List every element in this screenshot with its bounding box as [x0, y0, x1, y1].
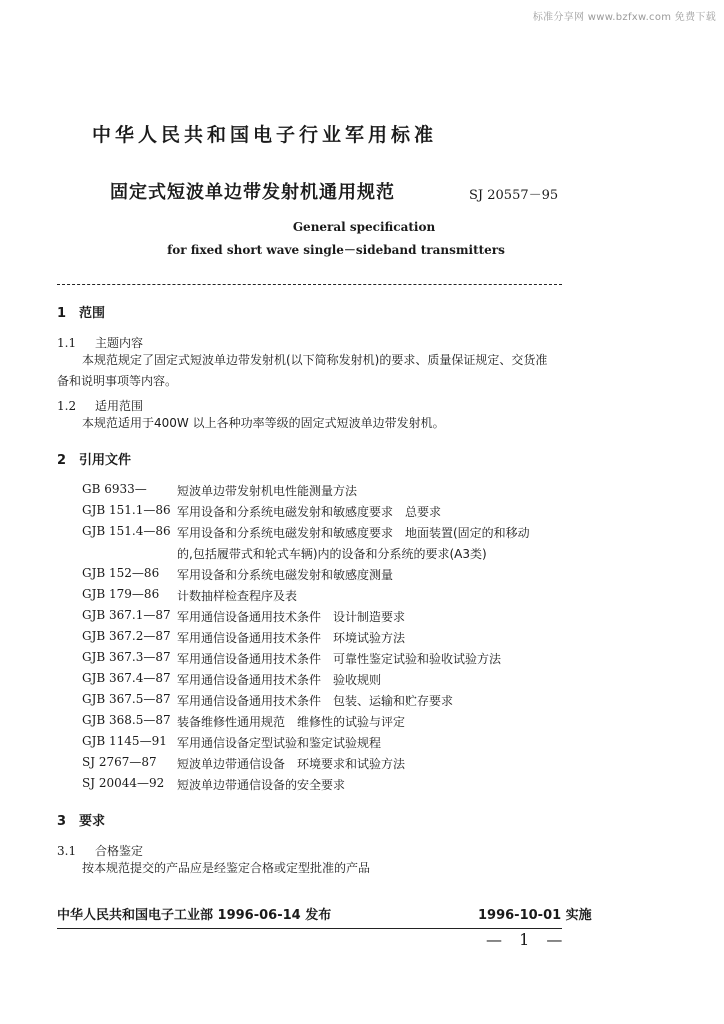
watermark-text: 标准分享网 www.bzfxw.com 免费下载	[532, 12, 716, 23]
reference-code: GJB 367.1—87	[82, 608, 171, 622]
section-number: 1	[57, 306, 67, 321]
organization-header: 中华人民共和国电子行业军用标准	[92, 124, 438, 146]
reference-code: GB 6933—	[82, 482, 147, 496]
section-2-heading	[57, 449, 131, 468]
page-number: — 1 —	[486, 930, 569, 949]
reference-title: 军用通信设备通用技术条件 设计制造要求	[177, 610, 406, 624]
reference-title: 短波单边带通信设备 环境要求和试验方法	[177, 757, 406, 771]
reference-title: 短波单边带通信设备的安全要求	[177, 778, 346, 792]
reference-title: 军用通信设备通用技术条件 环境试验方法	[177, 631, 406, 645]
section-1-heading	[57, 302, 105, 321]
english-title-line1: General specification	[292, 220, 436, 234]
reference-code: GJB 367.5—87	[82, 692, 171, 706]
section-title: 要求	[79, 814, 106, 829]
section-title: 主题内容	[95, 336, 144, 350]
reference-code: GJB 152—86	[82, 566, 160, 580]
section-number: 3	[57, 814, 67, 829]
english-title-line2: for fixed short wave single－sideband transmitters	[167, 243, 505, 257]
reference-code: SJ 2767—87	[82, 755, 157, 769]
issue-statement: 中华人民共和国电子工业部 1996-06-14 发布	[57, 908, 332, 923]
section-title: 范围	[79, 306, 106, 321]
section-3-1-text: 按本规范提交的产品应是经鉴定合格或定型批准的产品	[82, 861, 371, 875]
section-1-1-text-line1: 本规范规定了固定式短波单边带发射机(以下简称发射机)的要求、质量保证规定、交货准	[82, 353, 548, 367]
header-divider	[57, 284, 562, 285]
reference-code: GJB 151.4—86	[82, 524, 171, 538]
reference-code: GJB 1145—91	[82, 734, 167, 748]
section-title: 合格鉴定	[95, 844, 144, 858]
standard-code: SJ 20557－95	[469, 188, 559, 203]
reference-title: 军用通信设备通用技术条件 包装、运输和贮存要求	[177, 694, 454, 708]
reference-title: 军用通信设备通用技术条件 可靠性鉴定试验和验收试验方法	[177, 652, 502, 666]
section-title: 引用文件	[79, 453, 132, 468]
reference-title: 军用设备和分系统电磁发射和敏感度要求 总要求	[177, 505, 442, 519]
section-number: 3.1	[57, 844, 77, 858]
reference-code: GJB 367.4—87	[82, 671, 171, 685]
reference-continuation: 的,包括履带式和轮式车辆)内的设备和分系统的要求(A3类)	[177, 547, 487, 561]
document-title: 固定式短波单边带发射机通用规范	[110, 182, 395, 203]
reference-title: 军用通信设备定型试验和鉴定试验规程	[177, 736, 382, 750]
reference-title: 短波单边带发射机电性能测量方法	[177, 484, 358, 498]
effective-date: 1996-10-01 实施	[478, 908, 592, 923]
section-number: 1.2	[57, 399, 77, 413]
reference-code: GJB 368.5—87	[82, 713, 171, 727]
reference-code: GJB 179—86	[82, 587, 160, 601]
section-1-1-heading	[57, 334, 143, 351]
reference-code: GJB 151.1—86	[82, 503, 171, 517]
reference-code: GJB 367.3—87	[82, 650, 171, 664]
reference-code: SJ 20044—92	[82, 776, 165, 790]
reference-title: 军用通信设备通用技术条件 验收规则	[177, 673, 382, 687]
section-1-2-heading	[57, 397, 143, 414]
section-3-heading	[57, 810, 105, 829]
section-1-1-text-line2: 备和说明事项等内容。	[57, 374, 178, 388]
section-number: 2	[57, 453, 67, 468]
footer-divider	[57, 928, 562, 929]
section-number: 1.1	[57, 336, 77, 350]
section-1-2-text: 本规范适用于400W 以上各种功率等级的固定式短波单边带发射机。	[82, 416, 445, 430]
reference-title: 装备维修性通用规范 维修性的试验与评定	[177, 715, 406, 729]
section-3-1-heading	[57, 842, 143, 859]
reference-title: 军用设备和分系统电磁发射和敏感度测量	[177, 568, 394, 582]
reference-code: GJB 367.2—87	[82, 629, 171, 643]
section-title: 适用范围	[95, 399, 144, 413]
reference-title: 军用设备和分系统电磁发射和敏感度要求 地面装置(固定的和移动	[177, 526, 530, 540]
reference-title: 计数抽样检查程序及表	[177, 589, 298, 603]
